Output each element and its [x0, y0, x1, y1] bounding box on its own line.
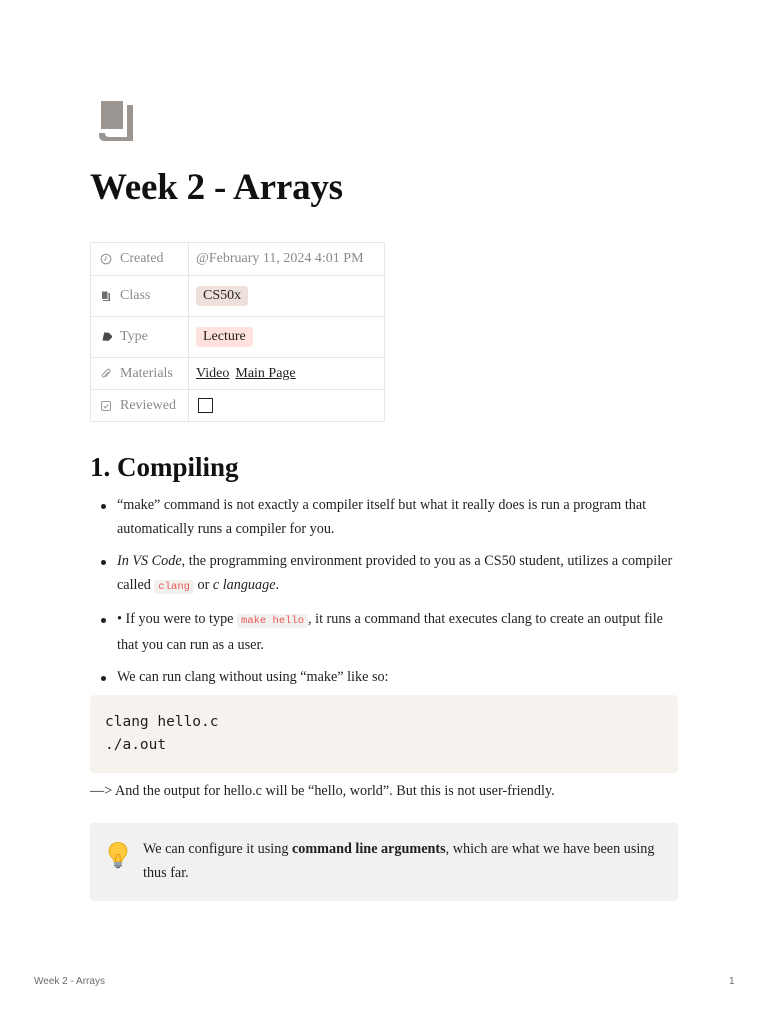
bullet-dot [101, 560, 106, 565]
property-label: Reviewed [120, 397, 176, 413]
footer-title: Week 2 - Arrays [34, 976, 105, 987]
lightbulb-icon [107, 841, 129, 869]
main-page-link[interactable]: Main Page [235, 365, 296, 381]
list-item: We can run clang without using “make” like so: [90, 666, 680, 690]
code-block[interactable] [90, 695, 678, 773]
property-label: Type [120, 329, 148, 344]
code-line: ./a.out [105, 737, 167, 753]
document-icon [100, 290, 112, 302]
checkbox-icon [100, 400, 112, 412]
class-tag[interactable]: CS50x [196, 286, 248, 306]
callout [90, 823, 678, 901]
callout-bold: command line arguments [291, 841, 446, 857]
page-number: 1 [729, 976, 735, 987]
bullet-dot [101, 504, 106, 509]
callout-text: We can configure it using command line arguments, which are what we have been using thus far. [143, 841, 655, 881]
code-line: clang hello.c [105, 714, 219, 730]
section-heading: 1. Compiling [90, 452, 239, 482]
property-label: Materials [120, 365, 173, 381]
property-label: Created [120, 251, 164, 266]
list-item: “make” command is not exactly a compiler itself but what it really does is run a program that automatically runs a compiler for you. [90, 494, 680, 541]
paperclip-icon [100, 368, 112, 380]
list-item: In VS Code, the programming environment provided to you as a CS50 student, utilizes a compiler called clang or c language. [90, 550, 680, 599]
bullet-list [90, 494, 680, 699]
page-title: Week 2 - Arrays [90, 167, 343, 208]
property-materials [91, 358, 385, 390]
property-label: Class [120, 288, 151, 303]
created-value: @February 11, 2024 4:01 PM [189, 243, 385, 276]
property-class [91, 276, 385, 317]
inline-code: clang [154, 580, 194, 594]
property-created [91, 243, 385, 276]
property-type [91, 317, 385, 358]
clock-icon [100, 253, 112, 265]
book-icon [97, 99, 137, 143]
bullet-dot [101, 676, 106, 681]
property-reviewed [91, 390, 385, 422]
reviewed-checkbox[interactable] [198, 398, 213, 413]
bullet-dot [101, 618, 106, 623]
list-item: • If you were to type make hello , it runs a command that executes clang to create an output file that you can run as a user. [90, 608, 680, 657]
inline-code: make hello [237, 614, 308, 628]
tag-icon [100, 331, 112, 343]
paragraph: —> And the output for hello.c will be “hello, world”. But this is not user-friendly. [90, 783, 555, 799]
video-link[interactable]: Video [196, 365, 230, 381]
properties-table [90, 242, 385, 422]
type-tag[interactable]: Lecture [196, 327, 253, 347]
